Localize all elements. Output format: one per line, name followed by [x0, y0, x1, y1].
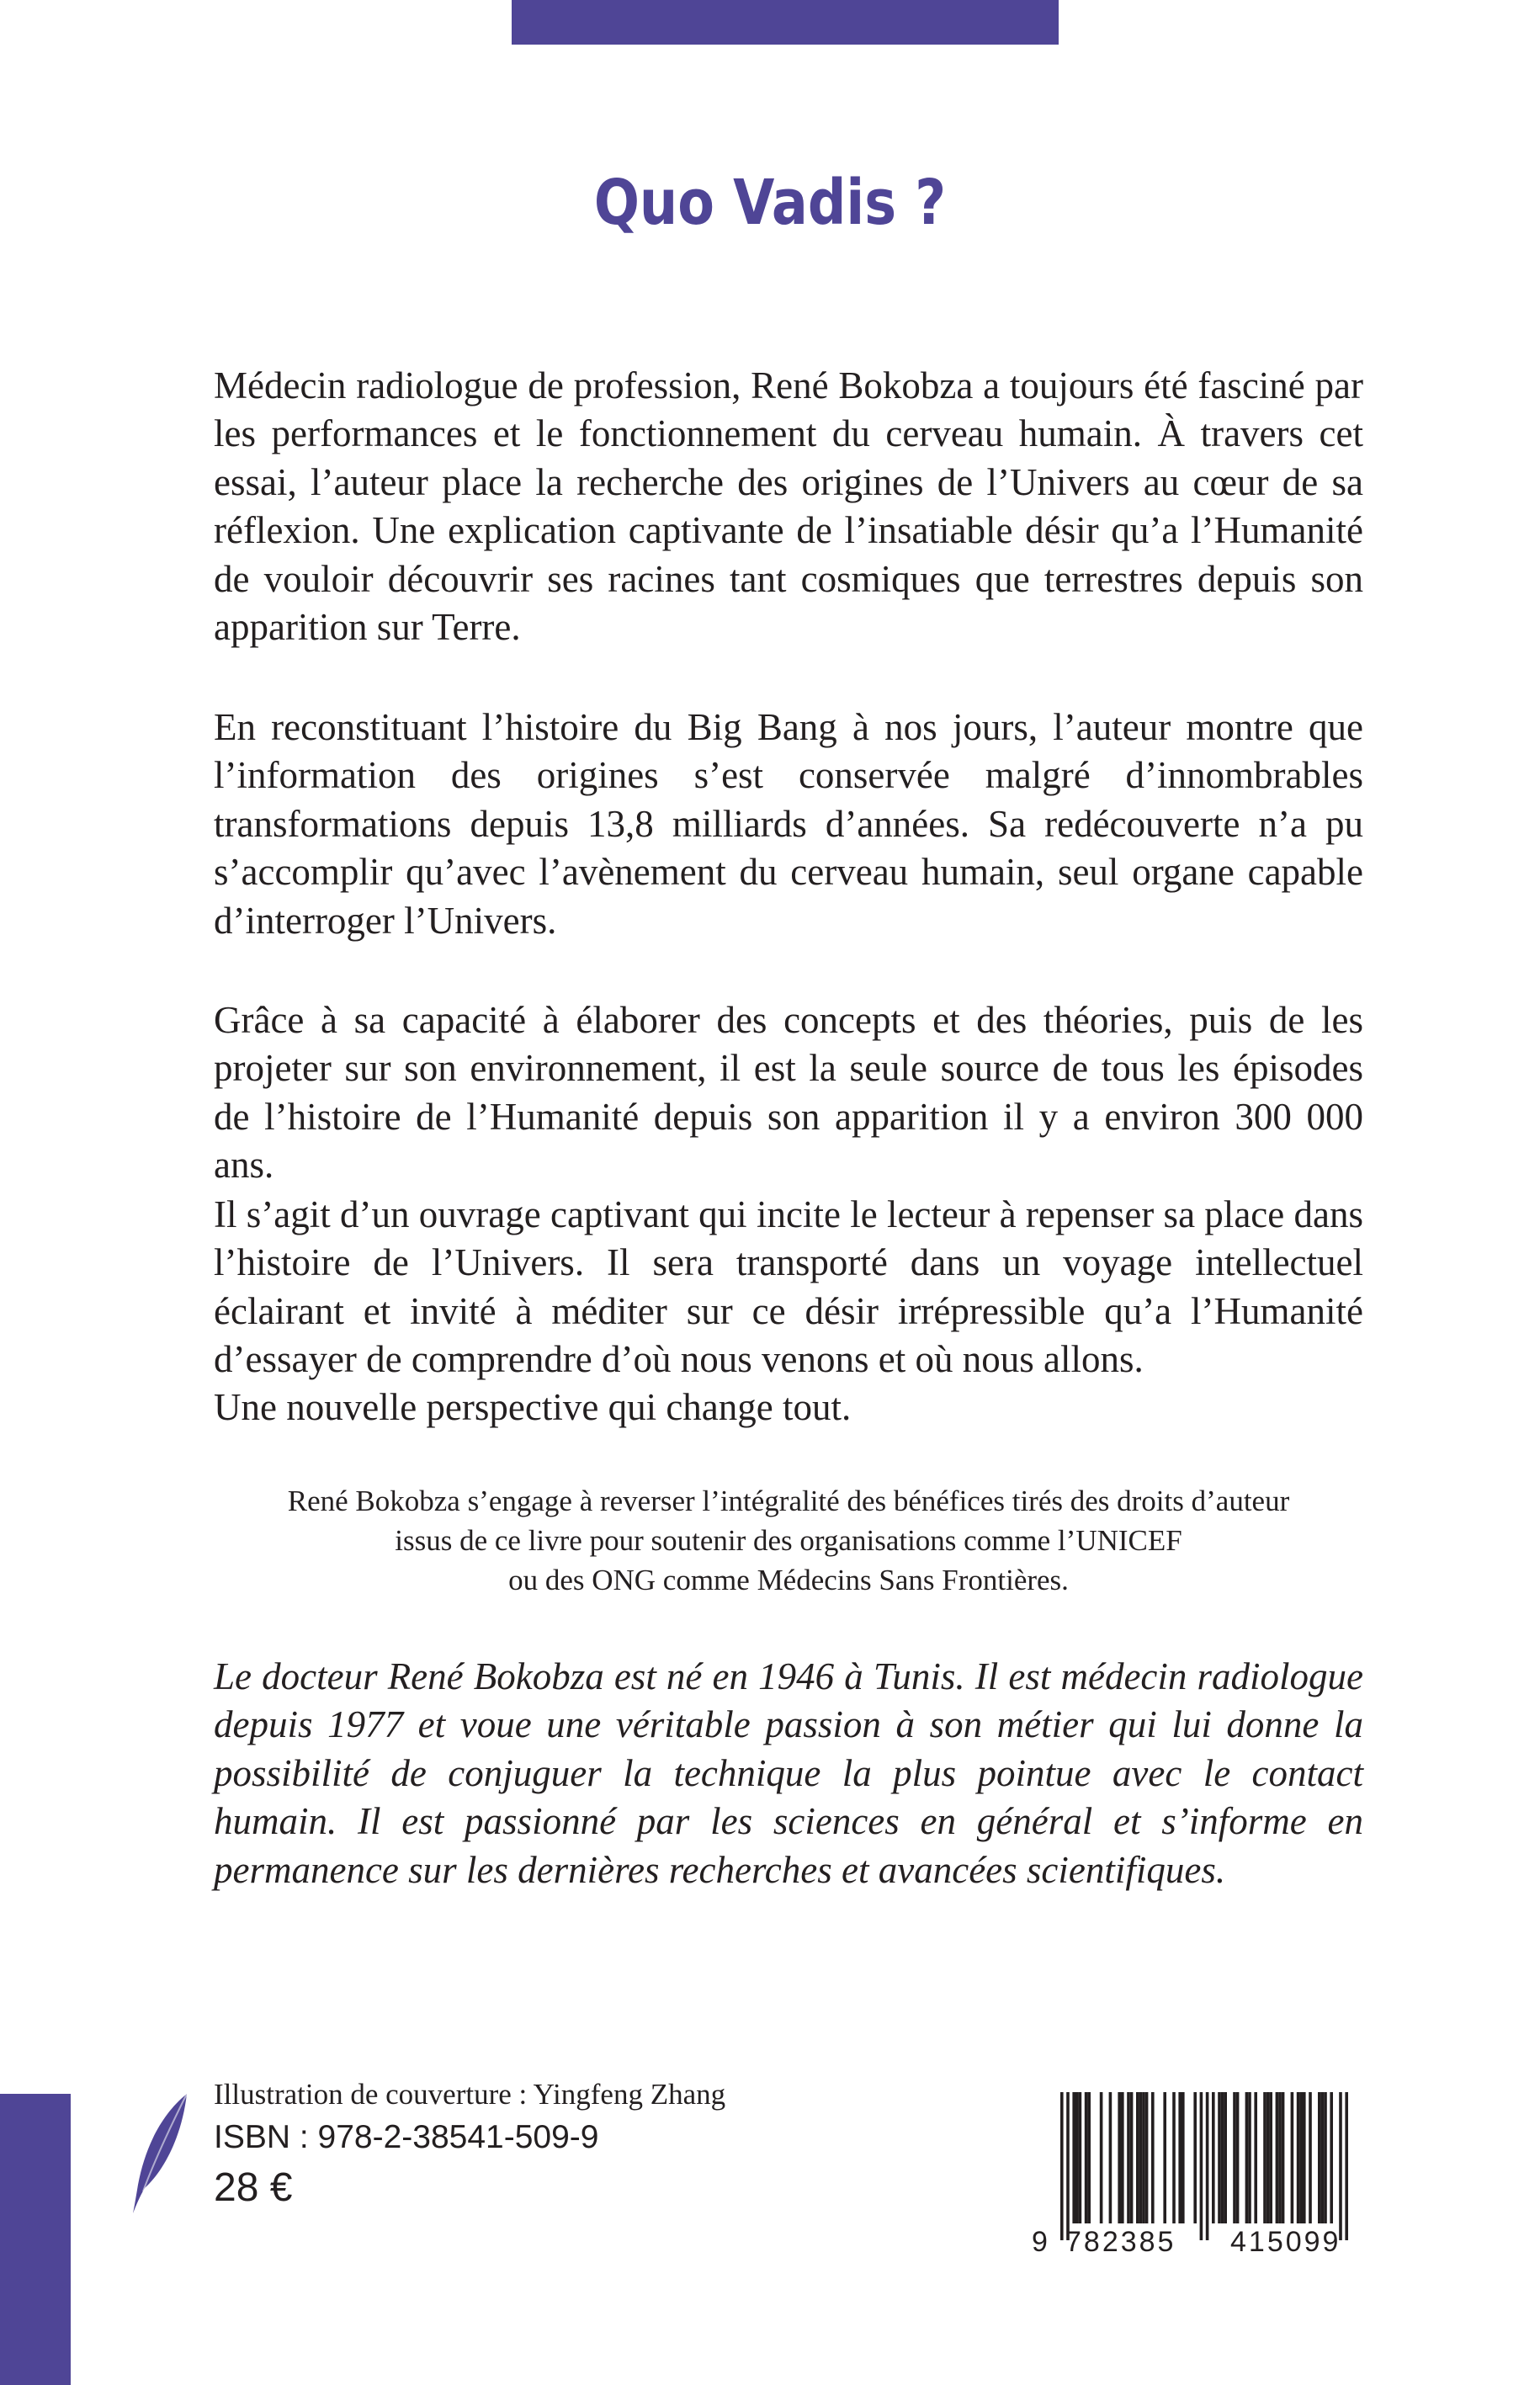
- barcode-bar: [1109, 2092, 1113, 2223]
- barcode-right-group: 415099: [1230, 2226, 1341, 2258]
- barcode-bar: [1276, 2092, 1279, 2223]
- barcode-bar: [1087, 2092, 1091, 2223]
- donation-line-2: issus de ce livre pour soutenir des organisations comme l’UNICEF: [395, 1524, 1182, 1557]
- barcode-bar: [1079, 2092, 1082, 2223]
- barcode-bar: [1151, 2092, 1155, 2223]
- barcode-bar: [1324, 2092, 1327, 2223]
- barcode-bar: [1182, 2092, 1185, 2223]
- barcode-bar: [1212, 2092, 1215, 2223]
- donation-line-1: René Bokobza s’engage à reverser l’intégralité des bénéfices tirés des droits d’auteur: [287, 1485, 1290, 1517]
- barcode-bar: [1163, 2092, 1166, 2223]
- description-paragraph-1: Médecin radiologue de profession, René Bokobza a toujours été fasciné par les performances et le fonctionnement du cerveau humain. À travers cet essai, l’auteur place la recherche des origines de l’Univers au cœur de sa réflexion. Une explication captivante de l’insatiable désir qu’a l’Humanité de vouloir découvrir ses racines tant cosmiques que terrestres depuis son apparition sur Terre.: [214, 364, 1363, 649]
- barcode-bar: [1267, 2092, 1270, 2223]
- barcode-bar: [1085, 2092, 1088, 2223]
- barcode-bar: [1318, 2092, 1321, 2223]
- barcode-bar: [1269, 2092, 1272, 2223]
- barcode-guard-bar: [1060, 2092, 1064, 2240]
- barcode-bar: [1282, 2092, 1285, 2223]
- barcode-bar: [1278, 2092, 1282, 2223]
- donation-line-3: ou des ONG comme Médecins Sans Frontières.: [508, 1564, 1069, 1596]
- barcode-bar: [1236, 2092, 1240, 2223]
- illustration-credit: Illustration de couverture : Yingfeng Zhang: [214, 2078, 726, 2111]
- top-accent-band: [512, 0, 1059, 45]
- barcode-bar: [1245, 2092, 1249, 2223]
- book-title: Quo Vadis ?: [593, 167, 947, 239]
- barcode-bar: [1221, 2092, 1224, 2223]
- barcode-first-digit: 9: [1032, 2226, 1048, 2258]
- barcode-bars: [1032, 2092, 1375, 2240]
- barcode-bar: [1254, 2092, 1257, 2223]
- barcode-bar: [1139, 2092, 1143, 2223]
- barcode-guard-bar: [1200, 2092, 1203, 2240]
- barcode-bar: [1263, 2092, 1267, 2223]
- author-bio: Le docteur René Bokobza est né en 1946 à Tunis. Il est médecin radiologue depuis 1977 et voue une véritable passion à son métier qui lui donne la possibilité de conjuguer la technique la plus pointue avec le contact humain. Il est passionné par les sciences en général et s’informe en permanence sur les dernières recherches et avancées scientifiques.: [214, 1655, 1363, 1891]
- barcode-bar: [1233, 2092, 1236, 2223]
- barcode-bar: [1297, 2092, 1300, 2223]
- donation-note: [214, 1481, 1363, 1600]
- barcode-bar: [1291, 2092, 1294, 2223]
- description-paragraph-4: Il s’agit d’un ouvrage captivant qui incite le lecteur à repenser sa place dans l’histoire de l’Univers. Il sera transporté dans un voyage intellectuel éclairant et invité à méditer sur ce désir irrépressible qu’a l’Humanité d’essayer de comprendre d’où nous venons et où nous allons.: [214, 1193, 1363, 1381]
- barcode-bar: [1145, 2092, 1149, 2223]
- barcode-bar: [1330, 2092, 1333, 2223]
- description-paragraph-2: En reconstituant l’histoire du Big Bang à nos jours, l’auteur montre que l’information des origines s’est conservée malgré d’innombrables transformations depuis 13,8 milliards d’années. Sa redécouverte n’a pu s’accomplir qu’avec l’avènement du cerveau humain, seul organe capable d’interroger l’Univers.: [214, 706, 1363, 942]
- barcode-guard-bar: [1345, 2092, 1348, 2240]
- isbn: ISBN : 978-2-38541-509-9: [214, 2119, 599, 2155]
- barcode-bar: [1178, 2092, 1182, 2223]
- barcode-bar: [1127, 2092, 1130, 2223]
- price: 28 €: [214, 2165, 293, 2210]
- barcode-left-group: 782385: [1065, 2226, 1176, 2258]
- barcode-bar: [1118, 2092, 1121, 2223]
- barcode-guard-bar: [1339, 2092, 1342, 2240]
- description-tagline: Une nouvelle perspective qui change tout.: [214, 1386, 852, 1428]
- barcode-bar: [1218, 2092, 1221, 2223]
- barcode-bar: [1136, 2092, 1139, 2223]
- side-accent-band: [0, 2094, 71, 2385]
- credits-block: [214, 2077, 803, 2213]
- barcode-bar: [1299, 2092, 1303, 2223]
- barcode-bar: [1075, 2092, 1079, 2223]
- barcode-bar: [1142, 2092, 1145, 2223]
- barcode-bar: [1172, 2092, 1176, 2223]
- description-paragraph-3: Grâce à sa capacité à élaborer des concepts et des théories, puis de les projeter sur son environnement, il est la seule source de tous les épisodes de l’histoire de l’Humanité depuis son apparition il y a environ 300 000 ans.: [214, 999, 1363, 1187]
- barcode-guard-bar: [1066, 2092, 1070, 2240]
- barcode-guard-bar: [1206, 2092, 1209, 2240]
- barcode-bar: [1303, 2092, 1306, 2223]
- barcode-bar: [1121, 2092, 1124, 2223]
- barcode-bar: [1100, 2092, 1103, 2223]
- barcode-bar: [1130, 2092, 1134, 2223]
- quill-icon: [126, 2090, 194, 2217]
- barcode-bar: [1193, 2092, 1197, 2223]
- barcode-bar: [1309, 2092, 1312, 2223]
- barcode-bar: [1224, 2092, 1227, 2223]
- barcode-bar: [1321, 2092, 1325, 2223]
- barcode-bar: [1248, 2092, 1251, 2223]
- barcode-bar: [1072, 2092, 1075, 2223]
